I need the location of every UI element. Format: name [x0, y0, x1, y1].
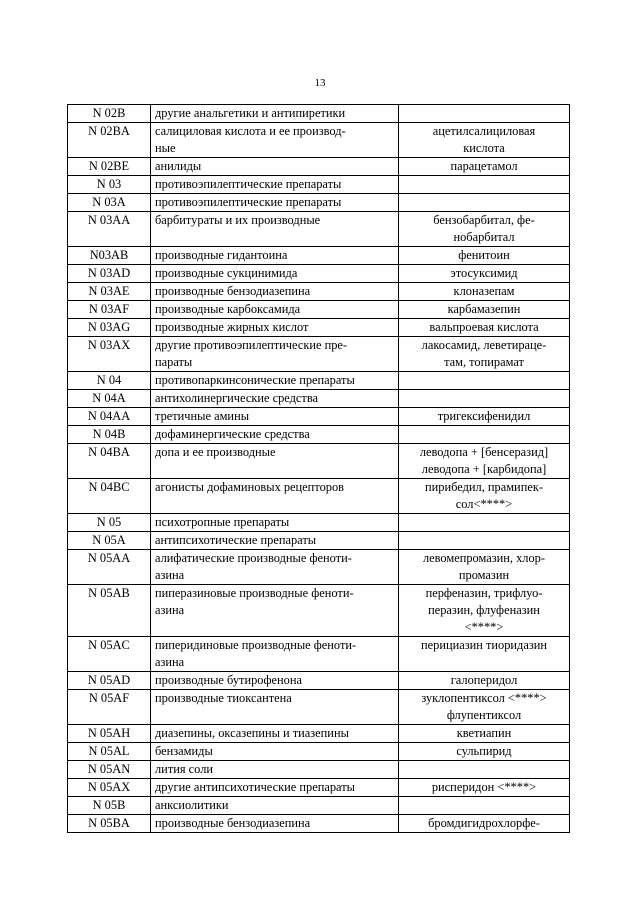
pharmacological-group-cell-text: противоэпилептические препараты: [155, 195, 342, 209]
drug-name-cell: [399, 444, 570, 479]
drug-name-cell: [399, 743, 570, 761]
drug-name-cell: [399, 690, 570, 725]
drug-name-cell-text: клоназепам: [453, 284, 515, 298]
pharmacological-group-cell: [151, 176, 399, 194]
pharmacological-group-cell-text: производные жирных кислот: [155, 320, 309, 334]
pharmacological-group-cell-text: салициловая кислота и ее производ- ные: [155, 124, 346, 155]
atc-code-cell: [68, 426, 151, 444]
drug-name-cell-text: ацетилсалициловая кислота: [432, 124, 536, 155]
drug-name-cell-text: галоперидол: [450, 673, 518, 687]
table-row: [68, 194, 570, 212]
drug-name-cell: [399, 550, 570, 585]
drug-name-cell-text: лакосамид, леветираце- там, топирамат: [421, 338, 547, 369]
drug-name-cell: [399, 779, 570, 797]
drug-name-cell-text: вальпроевая кислота: [429, 320, 539, 334]
pharmacological-group-cell-text: агонисты дофаминовых рецепторов: [155, 480, 345, 494]
drug-name-cell-text: парацетамол: [450, 159, 518, 173]
table-row: [68, 123, 570, 158]
atc-code-cell-text: N 05BA: [88, 816, 130, 830]
pharmacological-group-cell-text: антипсихотические препараты: [155, 533, 317, 547]
atc-code-cell-text: N 04BA: [88, 445, 130, 459]
atc-code-cell-text: N 02BE: [88, 159, 130, 173]
pharmacological-group-cell-text: барбитураты и их производные: [155, 213, 321, 227]
table-row: [68, 672, 570, 690]
pharmacological-group-cell-text: допа и ее производные: [155, 445, 276, 459]
pharmacological-group-cell-text: производные бензодиазепина: [155, 816, 311, 830]
pharmacological-group-cell-text: анксиолитики: [155, 798, 229, 812]
table-row: [68, 725, 570, 743]
atc-code-cell: [68, 247, 151, 265]
drug-name-cell: [399, 761, 570, 779]
atc-code-cell-text: N 05AL: [88, 744, 130, 758]
drug-name-cell: [399, 105, 570, 123]
drug-name-cell: [399, 725, 570, 743]
pharmacological-group-cell-text: бензамиды: [155, 744, 213, 758]
drug-name-cell-text: зуклопентиксол <****> флупентиксол: [421, 691, 547, 722]
pharmacological-group-cell: [151, 550, 399, 585]
pharmacological-group-cell: [151, 212, 399, 247]
drug-name-cell-text: кветиапин: [456, 726, 512, 740]
drug-name-cell-text: сульпирид: [456, 744, 512, 758]
atc-code-cell-text: N 05AX: [87, 780, 131, 794]
page-number: 13: [314, 77, 326, 89]
drug-name-cell-text: рисперидон <****>: [431, 780, 537, 794]
pharmacological-group-cell: [151, 301, 399, 319]
atc-code-cell: [68, 105, 151, 123]
atc-code-cell: [68, 408, 151, 426]
drug-name-cell: [399, 283, 570, 301]
pharmacological-group-cell: [151, 815, 399, 833]
drug-name-cell: [399, 176, 570, 194]
pharmacological-group-cell: [151, 532, 399, 550]
drug-name-cell: [399, 408, 570, 426]
atc-code-cell-text: N 05A: [92, 533, 126, 547]
atc-code-cell-text: N 05AH: [87, 726, 131, 740]
drug-name-cell: [399, 390, 570, 408]
atc-code-cell: [68, 479, 151, 514]
atc-code-cell-text: N 02B: [92, 106, 126, 120]
atc-code-cell: [68, 585, 151, 637]
drug-name-cell: [399, 672, 570, 690]
pharmacological-group-cell-text: диазепины, оксазепины и тиазепины: [155, 726, 349, 740]
pharmacological-group-cell-text: антихолинергические средства: [155, 391, 319, 405]
atc-code-cell: [68, 743, 151, 761]
table-row: [68, 779, 570, 797]
atc-code-cell-text: N 04B: [92, 427, 126, 441]
drug-name-cell: [399, 797, 570, 815]
drug-name-cell-text: бензобарбитал, фе- нобарбитал: [433, 213, 535, 244]
table-row: [68, 158, 570, 176]
atc-code-cell: [68, 761, 151, 779]
table-row: [68, 247, 570, 265]
atc-code-cell-text: N 04A: [92, 391, 126, 405]
table-row: [68, 690, 570, 725]
atc-code-cell-text: N 02BA: [88, 124, 130, 138]
atc-code-cell: [68, 690, 151, 725]
atc-code-cell: [68, 194, 151, 212]
atc-code-cell-text: N 05AC: [88, 638, 130, 652]
pharmacological-group-cell: [151, 444, 399, 479]
pharmacological-group-cell-text: пиперидиновые производные феноти- азина: [155, 638, 357, 669]
pharmacological-group-cell: [151, 743, 399, 761]
atc-code-cell: [68, 815, 151, 833]
atc-code-cell-text: N 05AA: [87, 551, 131, 565]
atc-code-cell: [68, 372, 151, 390]
drug-name-cell: [399, 585, 570, 637]
pharmacological-group-cell: [151, 725, 399, 743]
table-row: [68, 532, 570, 550]
table-row: [68, 637, 570, 672]
atc-code-cell-text: N 03AE: [88, 284, 130, 298]
atc-code-cell-text: N 05B: [92, 798, 126, 812]
atc-code-cell-text: N 04AA: [87, 409, 131, 423]
pharmacological-group-cell-text: другие анальгетики и антипиретики: [155, 106, 346, 120]
drug-name-cell: [399, 212, 570, 247]
pharmacological-group-cell: [151, 672, 399, 690]
atc-code-cell: [68, 725, 151, 743]
table-row: [68, 815, 570, 833]
drug-classification-table: [67, 104, 570, 833]
drug-name-cell-text: бромдигидрохлорфе-: [428, 816, 540, 830]
pharmacological-group-cell-text: дофаминергические средства: [155, 427, 310, 441]
pharmacological-group-cell: [151, 761, 399, 779]
table-row: [68, 797, 570, 815]
table-row: [68, 301, 570, 319]
atc-code-cell: [68, 779, 151, 797]
pharmacological-group-cell: [151, 337, 399, 372]
atc-code-cell: [68, 444, 151, 479]
drug-name-cell: [399, 319, 570, 337]
atc-code-cell: [68, 637, 151, 672]
table-row: [68, 176, 570, 194]
drug-name-cell-text: тригексифенидил: [437, 409, 531, 423]
pharmacological-group-cell: [151, 779, 399, 797]
pharmacological-group-cell-text: производные карбоксамида: [155, 302, 301, 316]
atc-code-cell: [68, 390, 151, 408]
pharmacological-group-cell: [151, 690, 399, 725]
atc-code-cell-text: N 03AD: [87, 266, 131, 280]
pharmacological-group-cell-text: противоэпилептические препараты: [155, 177, 342, 191]
atc-code-cell: [68, 265, 151, 283]
table-row: [68, 390, 570, 408]
drug-name-cell: [399, 372, 570, 390]
atc-code-cell: [68, 532, 151, 550]
pharmacological-group-cell-text: психотропные препараты: [155, 515, 290, 529]
pharmacological-group-cell: [151, 408, 399, 426]
atc-code-cell: [68, 514, 151, 532]
table-row: [68, 265, 570, 283]
table-row: [68, 105, 570, 123]
pharmacological-group-cell-text: производные бензодиазепина: [155, 284, 311, 298]
atc-code-cell-text: N 04BC: [88, 480, 130, 494]
pharmacological-group-cell: [151, 158, 399, 176]
atc-code-cell: [68, 319, 151, 337]
table-row: [68, 479, 570, 514]
pharmacological-group-cell-text: производные сукцинимида: [155, 266, 298, 280]
atc-code-cell: [68, 283, 151, 301]
drug-name-cell-text: перфеназин, трифлуо- перазин, флуфеназин <****>: [425, 586, 543, 634]
drug-name-cell: [399, 158, 570, 176]
atc-code-cell-text: N 03: [96, 177, 122, 191]
atc-code-cell-text: N 03AF: [88, 302, 130, 316]
atc-code-cell: [68, 672, 151, 690]
pharmacological-group-cell: [151, 105, 399, 123]
atc-code-cell: [68, 158, 151, 176]
drug-name-cell: [399, 337, 570, 372]
table-row: [68, 426, 570, 444]
pharmacological-group-cell: [151, 319, 399, 337]
drug-name-cell: [399, 815, 570, 833]
drug-name-cell: [399, 247, 570, 265]
pharmacological-group-cell-text: третичные амины: [155, 409, 250, 423]
pharmacological-group-cell: [151, 265, 399, 283]
atc-code-cell-text: N 05AD: [87, 673, 131, 687]
atc-code-cell-text: N 04: [96, 373, 122, 387]
drug-name-cell: [399, 426, 570, 444]
drug-name-cell-text: этосуксимид: [450, 266, 518, 280]
table-row: [68, 743, 570, 761]
pharmacological-group-cell: [151, 390, 399, 408]
table-row: [68, 319, 570, 337]
table-row: [68, 372, 570, 390]
pharmacological-group-cell: [151, 479, 399, 514]
table-row: [68, 585, 570, 637]
pharmacological-group-cell-text: алифатические производные феноти- азина: [155, 551, 352, 582]
pharmacological-group-cell-text: другие противоэпилептические пре- параты: [155, 338, 348, 369]
table-row: [68, 212, 570, 247]
pharmacological-group-cell: [151, 247, 399, 265]
atc-code-cell-text: N 03AG: [87, 320, 131, 334]
drug-name-cell: [399, 532, 570, 550]
atc-code-cell: [68, 212, 151, 247]
atc-code-cell-text: N 03AA: [87, 213, 131, 227]
drug-name-cell-text: перициазин тиоридазин: [421, 638, 547, 652]
atc-code-cell: [68, 550, 151, 585]
pharmacological-group-cell-text: противопаркинсонические препараты: [155, 373, 355, 387]
atc-code-cell: [68, 797, 151, 815]
atc-code-cell: [68, 176, 151, 194]
pharmacological-group-cell: [151, 585, 399, 637]
pharmacological-group-cell: [151, 514, 399, 532]
table-row: [68, 444, 570, 479]
pharmacological-group-cell-text: производные бутирофенона: [155, 673, 302, 687]
drug-name-cell: [399, 123, 570, 158]
atc-code-cell-text: N03AB: [89, 248, 129, 262]
table-row: [68, 514, 570, 532]
pharmacological-group-cell-text: другие антипсихотические препараты: [155, 780, 355, 794]
pharmacological-group-cell: [151, 797, 399, 815]
drug-name-cell-text: пирибедил, прамипек- сол<****>: [425, 480, 543, 511]
table-row: [68, 408, 570, 426]
drug-name-cell: [399, 637, 570, 672]
drug-name-cell: [399, 265, 570, 283]
atc-code-cell: [68, 301, 151, 319]
atc-code-cell-text: N 03AX: [87, 338, 131, 352]
atc-code-cell-text: N 05AN: [87, 762, 131, 776]
atc-code-cell: [68, 123, 151, 158]
drug-name-cell: [399, 514, 570, 532]
drug-name-cell: [399, 479, 570, 514]
pharmacological-group-cell: [151, 123, 399, 158]
table-body: [68, 105, 570, 833]
pharmacological-group-cell: [151, 283, 399, 301]
table-row: [68, 337, 570, 372]
pharmacological-group-cell: [151, 426, 399, 444]
pharmacological-group-cell-text: производные гидантоина: [155, 248, 288, 262]
pharmacological-group-cell-text: анилиды: [155, 159, 202, 173]
drug-name-cell: [399, 301, 570, 319]
drug-name-cell-text: фенитоин: [458, 248, 510, 262]
atc-code-cell-text: N 05: [96, 515, 122, 529]
table-row: [68, 283, 570, 301]
atc-code-cell: [68, 337, 151, 372]
drug-name-cell-text: карбамазепин: [447, 302, 521, 316]
drug-name-cell-text: левомепромазин, хлор- промазин: [422, 551, 546, 582]
pharmacological-group-cell: [151, 194, 399, 212]
pharmacological-group-cell-text: производные тиоксантена: [155, 691, 292, 705]
table-row: [68, 550, 570, 585]
drug-name-cell-text: леводопа + [бенсеразид] леводопа + [карбидопа]: [419, 445, 549, 476]
atc-code-cell-text: N 05AB: [88, 586, 130, 600]
pharmacological-group-cell-text: пиперазиновые производные феноти- азина: [155, 586, 354, 617]
atc-code-cell-text: N 05AF: [88, 691, 130, 705]
pharmacological-group-cell: [151, 372, 399, 390]
atc-code-cell-text: N 03A: [92, 195, 126, 209]
pharmacological-group-cell-text: лития соли: [155, 762, 214, 776]
pharmacological-group-cell: [151, 637, 399, 672]
drug-name-cell: [399, 194, 570, 212]
table-row: [68, 761, 570, 779]
